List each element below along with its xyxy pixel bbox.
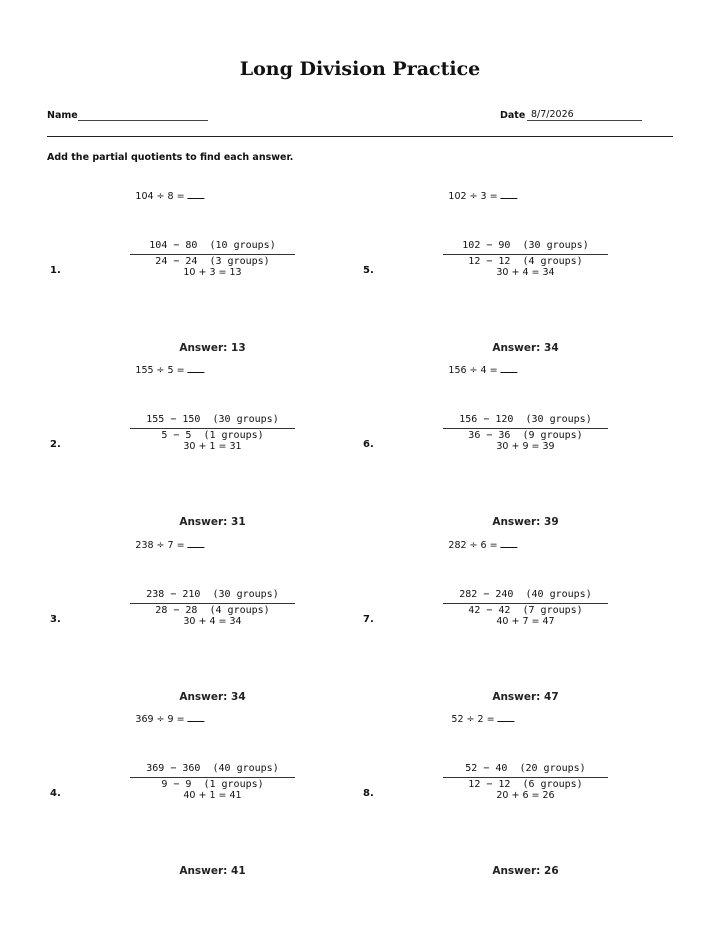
date-field-line[interactable] xyxy=(527,120,642,121)
partial-step-1: 104 − 80 (10 groups) xyxy=(149,240,276,251)
partial-sum: 20 + 6 = 26 xyxy=(496,790,555,801)
problem-answer: Answer: 39 xyxy=(492,516,559,528)
problem-number: 4. xyxy=(50,788,61,799)
answer-blank[interactable] xyxy=(188,189,205,199)
date-label: Date xyxy=(500,110,526,121)
problem-prompt: 102 ÷ 3 = xyxy=(448,191,498,202)
problem-prompt: 282 ÷ 6 = xyxy=(448,540,498,551)
partial-step-2: 36 − 36 (9 groups) xyxy=(468,430,583,441)
problem-3 xyxy=(50,538,350,713)
worksheet-title: Long Division Practice xyxy=(239,58,481,80)
answer-blank[interactable] xyxy=(501,363,518,373)
problem-number: 8. xyxy=(363,788,374,799)
partial-step-1: 369 − 360 (40 groups) xyxy=(146,763,279,774)
problem-prompt: 156 ÷ 4 = xyxy=(448,365,498,376)
problem-answer: Answer: 34 xyxy=(492,342,559,354)
answer-blank[interactable] xyxy=(501,538,518,548)
problem-prompt: 155 ÷ 5 = xyxy=(135,365,185,376)
partial-step-1: 102 − 90 (30 groups) xyxy=(462,240,589,251)
problem-prompt: 369 ÷ 9 = xyxy=(135,714,185,725)
partial-step-2: 28 − 28 (4 groups) xyxy=(155,605,270,616)
problem-6 xyxy=(363,363,663,538)
partial-step-2: 5 − 5 (1 groups) xyxy=(161,430,264,441)
problem-number: 1. xyxy=(50,265,61,276)
subtraction-rule xyxy=(443,603,608,604)
answer-blank[interactable] xyxy=(188,538,205,548)
answer-blank[interactable] xyxy=(188,712,205,722)
problem-7 xyxy=(363,538,663,713)
partial-step-1: 52 − 40 (20 groups) xyxy=(465,763,586,774)
problem-number: 2. xyxy=(50,439,61,450)
partial-step-2: 12 − 12 (4 groups) xyxy=(468,256,583,267)
partial-sum: 30 + 4 = 34 xyxy=(183,616,242,627)
partial-step-2: 12 − 12 (6 groups) xyxy=(468,779,583,790)
partial-step-1: 238 − 210 (30 groups) xyxy=(146,589,279,600)
problem-number: 5. xyxy=(363,265,374,276)
partial-step-2: 24 − 24 (3 groups) xyxy=(155,256,270,267)
problem-answer: Answer: 31 xyxy=(179,516,246,528)
problem-answer: Answer: 13 xyxy=(179,342,246,354)
subtraction-rule xyxy=(130,428,295,429)
partial-sum: 10 + 3 = 13 xyxy=(183,267,242,278)
name-label: Name xyxy=(47,110,78,121)
instructions: Add the partial quotients to find each answer. xyxy=(47,152,294,163)
problem-8 xyxy=(363,712,663,887)
partial-step-2: 9 − 9 (1 groups) xyxy=(161,779,264,790)
problem-answer: Answer: 26 xyxy=(492,865,559,877)
answer-blank[interactable] xyxy=(501,189,518,199)
problem-prompt: 52 ÷ 2 = xyxy=(451,714,495,725)
subtraction-rule xyxy=(443,428,608,429)
problem-number: 7. xyxy=(363,614,374,625)
partial-sum: 40 + 1 = 41 xyxy=(183,790,242,801)
problem-1 xyxy=(50,189,350,364)
problem-2 xyxy=(50,363,350,538)
problem-5 xyxy=(363,189,663,364)
subtraction-rule xyxy=(130,603,295,604)
problem-prompt: 104 ÷ 8 = xyxy=(135,191,185,202)
problem-answer: Answer: 34 xyxy=(179,691,246,703)
problem-answer: Answer: 47 xyxy=(492,691,559,703)
subtraction-rule xyxy=(443,254,608,255)
partial-step-2: 42 − 42 (7 groups) xyxy=(468,605,583,616)
header-divider xyxy=(47,136,673,137)
partial-sum: 30 + 9 = 39 xyxy=(496,441,555,452)
subtraction-rule xyxy=(443,777,608,778)
problem-answer: Answer: 41 xyxy=(179,865,246,877)
subtraction-rule xyxy=(130,777,295,778)
partial-sum: 40 + 7 = 47 xyxy=(496,616,555,627)
name-field-line[interactable] xyxy=(78,120,208,121)
answer-blank[interactable] xyxy=(188,363,205,373)
partial-sum: 30 + 1 = 31 xyxy=(183,441,242,452)
subtraction-rule xyxy=(130,254,295,255)
partial-step-1: 282 − 240 (40 groups) xyxy=(459,589,592,600)
partial-sum: 30 + 4 = 34 xyxy=(496,267,555,278)
problem-number: 6. xyxy=(363,439,374,450)
partial-step-1: 156 − 120 (30 groups) xyxy=(459,414,592,425)
problem-number: 3. xyxy=(50,614,61,625)
partial-step-1: 155 − 150 (30 groups) xyxy=(146,414,279,425)
problem-4 xyxy=(50,712,350,887)
answer-blank[interactable] xyxy=(498,712,515,722)
problem-prompt: 238 ÷ 7 = xyxy=(135,540,185,551)
date-value: 8/7/2026 xyxy=(531,109,574,120)
